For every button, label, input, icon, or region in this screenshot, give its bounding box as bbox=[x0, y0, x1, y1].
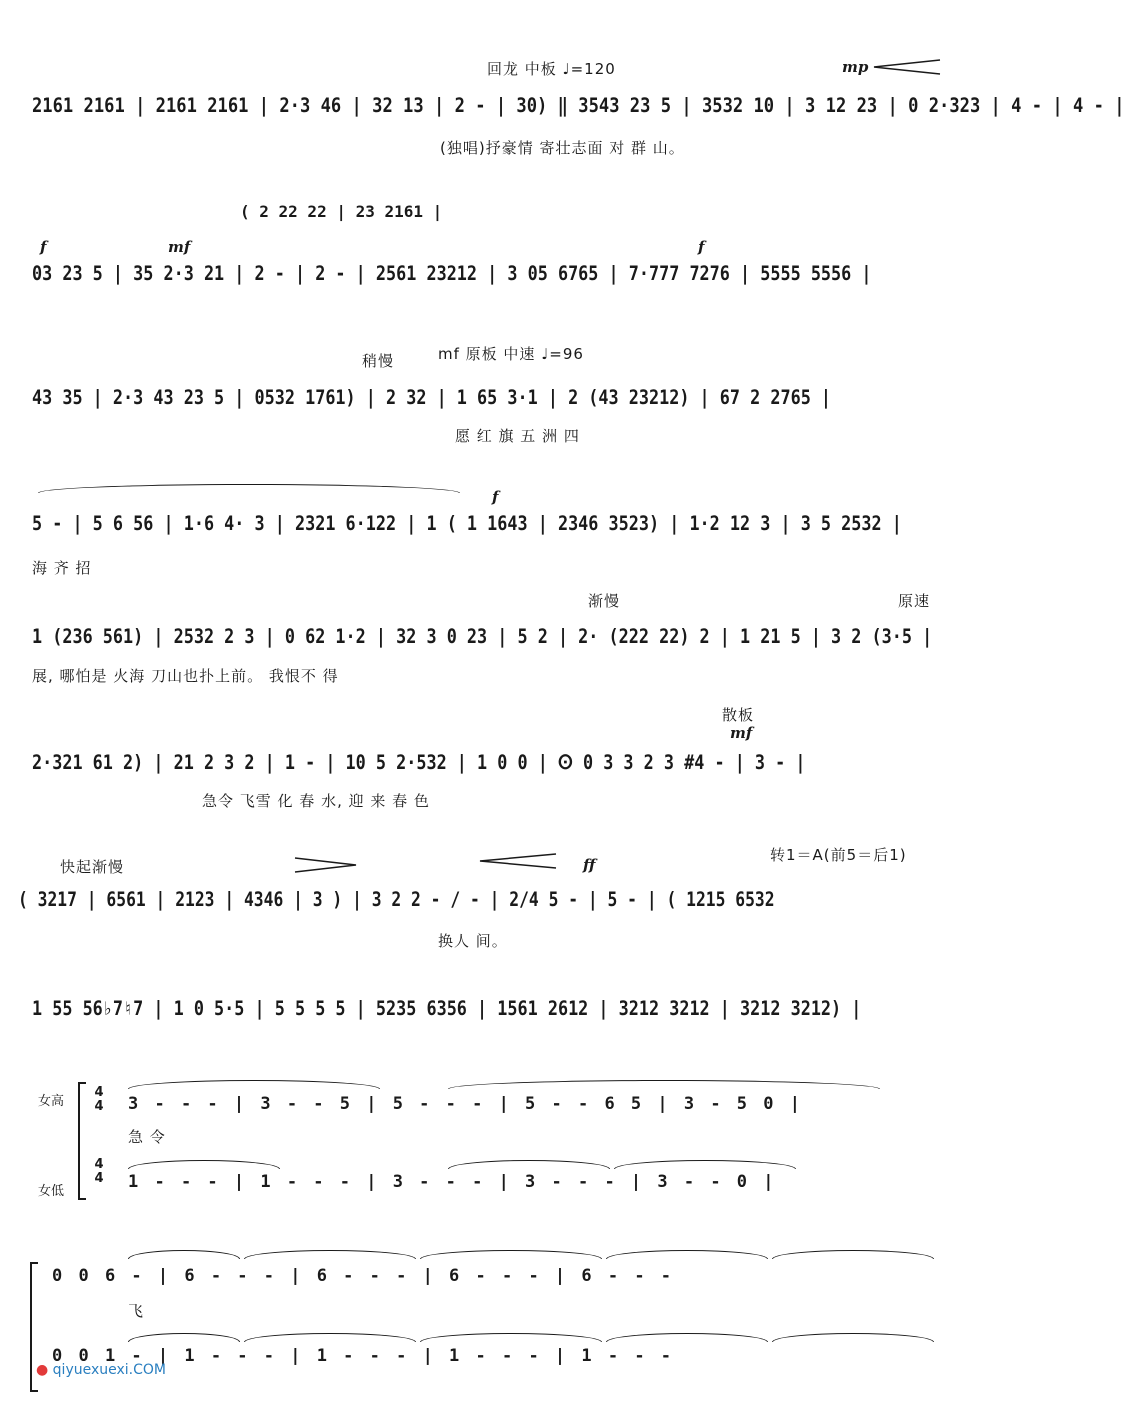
tempo-marking: 原速 bbox=[898, 592, 931, 610]
tempo-marking: 散板 bbox=[722, 706, 755, 724]
tie-arc bbox=[772, 1333, 934, 1342]
lyrics-line-5: 展, 哪怕是 火海 刀山也扑上前。 我恨不 得 bbox=[32, 667, 339, 685]
tie-arc bbox=[128, 1250, 240, 1259]
dynamic-marking: mf bbox=[168, 238, 191, 256]
system-bracket bbox=[78, 1082, 86, 1084]
part-label-soprano: 女高 bbox=[38, 1094, 65, 1109]
upper-voice-line-2: ( 2 22 22 | 23 2161 | bbox=[240, 202, 443, 221]
dynamic-marking: ff bbox=[583, 856, 596, 874]
system-bracket bbox=[30, 1390, 38, 1392]
dynamic-marking: mf bbox=[730, 724, 753, 742]
tie-arc bbox=[128, 1080, 380, 1089]
lower-notation: 0 0 1 - | 1 - - - | 1 - - - | 1 - - - | 1 - - - bbox=[52, 1346, 672, 1366]
watermark-dot-icon: ● bbox=[36, 1362, 49, 1378]
tie-arc bbox=[772, 1250, 934, 1259]
lyrics-line-4: 海 齐 招 bbox=[32, 559, 92, 577]
tie-arc bbox=[244, 1333, 416, 1342]
alto-notation: 1 - - - | 1 - - - | 3 - - - | 3 - - - | 3 - - 0 | bbox=[128, 1172, 774, 1192]
tie-arc bbox=[606, 1250, 768, 1259]
tie-arc bbox=[420, 1250, 602, 1259]
upper-lyrics: 飞 bbox=[128, 1302, 145, 1320]
tempo-marking: mf 原板 中速 ♩=96 bbox=[438, 345, 584, 363]
crescendo-hairpin bbox=[478, 852, 558, 872]
time-signature: 4 4 bbox=[94, 1085, 104, 1114]
site-watermark bbox=[36, 1362, 166, 1378]
tempo-marking: 渐慢 bbox=[588, 592, 621, 610]
tie-arc bbox=[606, 1333, 768, 1342]
notation-line-3: 43 35 | 2·3 43 23 5 | 0532 1761) | 2 32 | 1 65 3·1 | 2 (43 23212) | 67 2 2765 | bbox=[32, 386, 832, 409]
soprano-notation: 3 - - - | 3 - - 5 | 5 - - - | 5 - - 6 5 | 3 - 5 0 | bbox=[128, 1094, 800, 1114]
system-bracket bbox=[30, 1262, 38, 1264]
tie-arc bbox=[420, 1333, 602, 1342]
notation-line-7: ( 3217 | 6561 | 2123 | 4346 | 3 ) | 3 2 2 - / - | 2/4 5 - | 5 - | ( 1215 6532 bbox=[18, 888, 775, 911]
tempo-marking: 回龙 中板 ♩=120 bbox=[487, 60, 616, 78]
tie-arc bbox=[448, 1160, 610, 1169]
tie-arc bbox=[38, 484, 460, 493]
upper-notation: 0 0 6 - | 6 - - - | 6 - - - | 6 - - - | 6 - - - bbox=[52, 1266, 672, 1286]
dynamic-marking: f bbox=[492, 488, 499, 506]
part-label-alto: 女低 bbox=[38, 1184, 65, 1199]
lyrics-line-1: (独唱)抒豪情 寄壮志面 对 群 山。 bbox=[440, 139, 685, 157]
tie-arc bbox=[128, 1333, 240, 1342]
dynamic-marking: f bbox=[698, 238, 705, 256]
notation-line-8: 1 55 56♭7♮7 | 1 0 5·5 | 5 5 5 5 | 5235 6356 | 1561 2612 | 3212 3212 | 3212 3212) | bbox=[32, 997, 862, 1020]
system-bracket bbox=[78, 1198, 86, 1200]
tie-arc bbox=[244, 1250, 416, 1259]
watermark-text: qiyuexuexi.COM bbox=[52, 1362, 166, 1378]
tempo-marking: 稍慢 bbox=[362, 352, 395, 370]
tie-arc bbox=[128, 1160, 280, 1169]
decrescendo-hairpin bbox=[293, 856, 358, 876]
key-change-marking: 转1＝A(前5＝后1) bbox=[770, 846, 907, 864]
lyrics-line-6: 急令 飞雪 化 春 水, 迎 来 春 色 bbox=[202, 792, 430, 810]
dynamic-marking: f bbox=[40, 238, 47, 256]
system-bracket bbox=[78, 1082, 80, 1200]
lyrics-line-3: 愿 红 旗 五 洲 四 bbox=[455, 427, 580, 445]
soprano-lyrics: 急 令 bbox=[128, 1128, 166, 1146]
lyrics-line-7: 换人 间。 bbox=[438, 932, 508, 950]
system-bracket bbox=[30, 1262, 32, 1392]
tie-arc bbox=[614, 1160, 796, 1169]
time-signature: 4 4 bbox=[94, 1157, 104, 1186]
notation-line-4: 5 - | 5 6 56 | 1·6 4· 3 | 2321 6·122 | 1 ( 1 1643 | 2346 3523) | 1·2 12 3 | 3 5 2532 | bbox=[32, 512, 902, 535]
tempo-marking: 快起渐慢 bbox=[60, 858, 125, 876]
tie-arc bbox=[448, 1080, 880, 1089]
dynamic-marking: mp bbox=[842, 58, 869, 76]
crescendo-hairpin bbox=[872, 58, 942, 78]
notation-line-2: 03 23 5 | 35 2·3 21 | 2 - | 2 - | 2561 23212 | 3 05 6765 | 7·777 7276 | 5555 5556 | bbox=[32, 262, 872, 285]
notation-line-5: 1 (236 561) | 2532 2 3 | 0 62 1·2 | 32 3 0 23 | 5 2 | 2· (222 22) 2 | 1 21 5 | 3 2 (3·5 | bbox=[32, 625, 933, 648]
notation-line-6: 2·321 61 2) | 21 2 3 2 | 1 - | 10 5 2·532 | 1 0 0 | ⵙ 0 3 3 2 3 #4 - | 3 - | bbox=[32, 751, 806, 774]
notation-line-1: 2161 2161 | 2161 2161 | 2·3 46 | 32 13 | 2 - | 30) ‖ 3543 23 5 | 3532 10 | 3 12 23 | 0 2·323 | 4 - | 4 - | bbox=[32, 94, 1125, 117]
